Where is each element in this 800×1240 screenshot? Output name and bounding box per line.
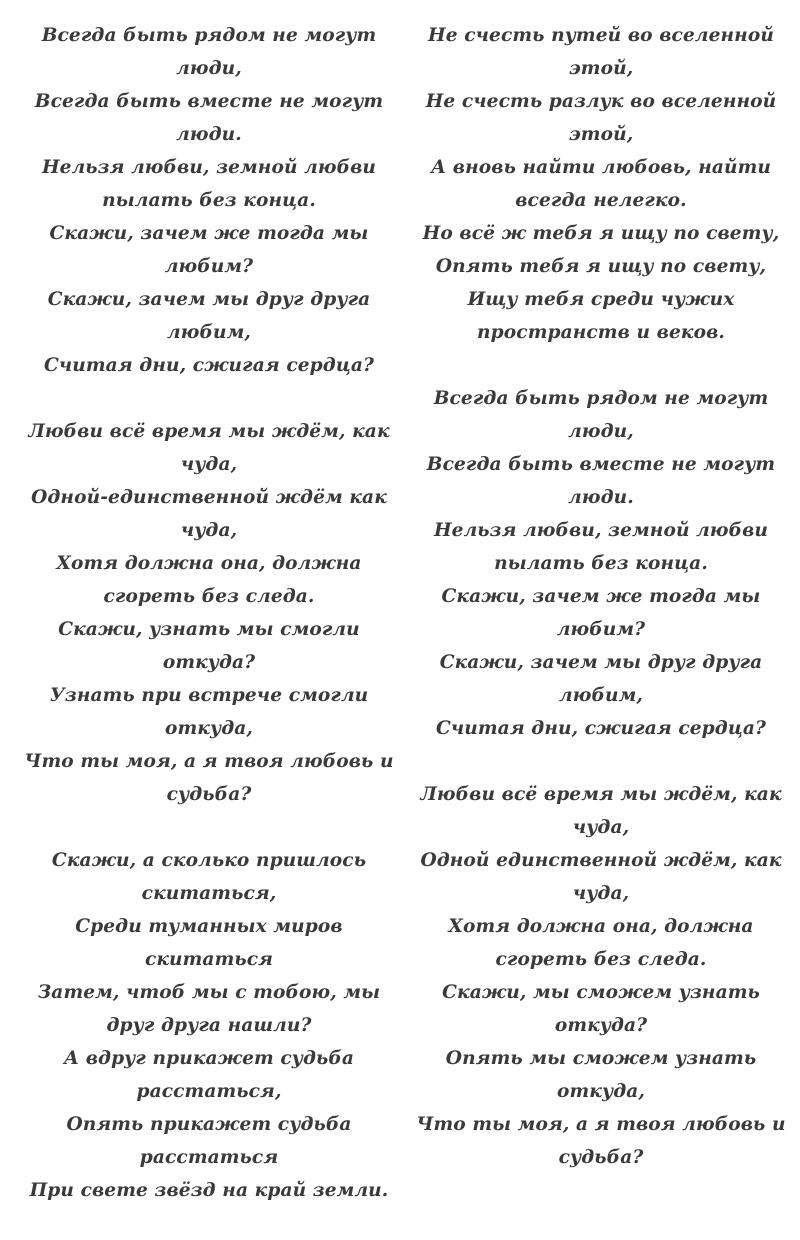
lyric-line: Опять прикажет судьба расстаться bbox=[66, 1114, 352, 1168]
lyric-line: Ищу тебя среди чужих пространств и веков. bbox=[467, 289, 735, 343]
lyrics-column-left bbox=[16, 19, 402, 1240]
lyrics-column-right bbox=[406, 19, 796, 1207]
lyric-line: Узнать при встрече смогли откуда, bbox=[49, 685, 369, 739]
lyric-line: Но всё ж тебя я ищу по свету, bbox=[422, 223, 780, 244]
lyric-line: Всегда быть рядом не могут люди, bbox=[433, 388, 769, 442]
lyric-line: Скажи, узнать мы смогли откуда? bbox=[58, 619, 360, 673]
lyric-line: Хотя должна она, должна сгореть без следа. bbox=[56, 553, 362, 607]
lyric-line: Всегда быть вместе не могут люди. bbox=[426, 454, 776, 508]
lyric-line: Не счесть путей во вселенной этой, bbox=[428, 25, 774, 79]
lyric-line: Одной единственной ждём, как чуда, bbox=[420, 850, 782, 904]
lyric-line: Скажи, а сколько пришлось скитаться, bbox=[51, 850, 367, 904]
lyric-line: Опять мы сможем узнать откуда, bbox=[445, 1048, 757, 1102]
stanza-left-1 bbox=[16, 19, 402, 382]
stanza-right-3 bbox=[406, 778, 796, 1174]
lyric-line: Считая дни, сжигая сердца? bbox=[435, 718, 766, 739]
stanza-right-1 bbox=[406, 19, 796, 349]
stanza-left-3 bbox=[16, 844, 402, 1207]
stanza-left-2 bbox=[16, 415, 402, 811]
lyric-line: Одной-единственной ждём как чуда, bbox=[31, 487, 387, 541]
lyric-line: Любви всё время мы ждём, как чуда, bbox=[420, 784, 782, 838]
lyric-line: Всегда быть рядом не могут люди, bbox=[41, 25, 377, 79]
lyric-line: При свете звёзд на край земли. bbox=[29, 1180, 389, 1201]
lyric-line: Нельзя любви, земной любви пылать без конца. bbox=[41, 157, 377, 211]
lyric-line: Скажи, зачем мы друг друга любим, bbox=[47, 289, 371, 343]
lyric-line: Не счесть разлук во вселенной этой, bbox=[425, 91, 777, 145]
lyric-line: Нельзя любви, земной любви пылать без конца. bbox=[433, 520, 769, 574]
lyric-line: Опять тебя я ищу по свету, bbox=[435, 256, 767, 277]
lyric-line: Среди туманных миров скитаться bbox=[75, 916, 343, 970]
lyric-line: Скажи, зачем мы друг друга любим, bbox=[439, 652, 763, 706]
lyric-line: Любви всё время мы ждём, как чуда, bbox=[28, 421, 390, 475]
stanza-right-2 bbox=[406, 382, 796, 745]
lyric-line: Затем, чтоб мы с тобою, мы друг друга нашли? bbox=[37, 982, 381, 1036]
lyric-line: Что ты моя, а я твоя любовь и судьба? bbox=[24, 751, 394, 805]
lyric-line: Скажи, зачем же тогда мы любим? bbox=[441, 586, 761, 640]
lyric-line: Что ты моя, а я твоя любовь и судьба? bbox=[416, 1114, 786, 1168]
lyric-line: А вдруг прикажет судьба расстаться, bbox=[63, 1048, 355, 1102]
lyric-line: А вновь найти любовь, найти всегда нелегко. bbox=[430, 157, 772, 211]
lyric-line: Скажи, мы сможем узнать откуда? bbox=[442, 982, 760, 1036]
lyric-line: Считая дни, сжигая сердца? bbox=[43, 355, 374, 376]
lyric-line: Хотя должна она, должна сгореть без следа. bbox=[448, 916, 754, 970]
lyric-line: Скажи, зачем же тогда мы любим? bbox=[49, 223, 369, 277]
lyric-line: Всегда быть вместе не могут люди. bbox=[34, 91, 384, 145]
